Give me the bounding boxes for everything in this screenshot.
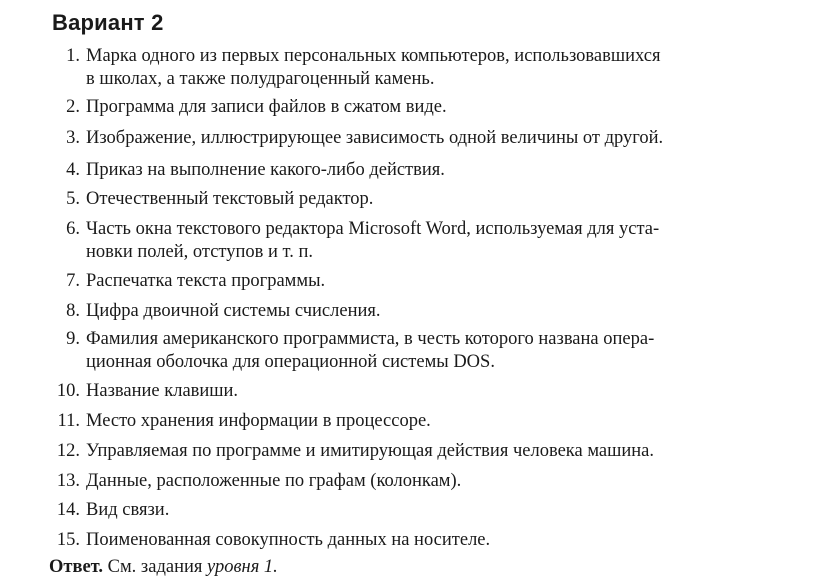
- item-text-line: ционная оболочка для операционной системы DOS.: [86, 352, 495, 372]
- item-text: [86, 159, 758, 182]
- item-number: 15.: [56, 530, 80, 550]
- item-text-line: Распечатка текста программы.: [86, 271, 326, 291]
- item-number: 1.: [66, 46, 80, 66]
- answer-text: См. задания: [107, 557, 203, 577]
- item-text-line: Марка одного из первых персональных компьютеров, использовавшихся: [86, 46, 661, 66]
- item-text: [86, 45, 758, 91]
- item-text-line: Место хранения информации в процессоре.: [86, 411, 431, 431]
- item-number: 7.: [66, 271, 80, 291]
- item-text-line: Название клавиши.: [86, 381, 239, 401]
- item-text: [86, 188, 758, 211]
- item-text: [86, 218, 758, 264]
- item-text-line: Данные, расположенные по графам (колонкам).: [86, 471, 462, 491]
- item-number: 10.: [56, 381, 80, 401]
- item-text: [86, 127, 758, 150]
- item-text: [86, 380, 758, 403]
- item-text-line: в школах, а также полудрагоценный камень.: [86, 69, 435, 89]
- item-number: 11.: [57, 411, 80, 431]
- item-text-line: Часть окна текстового редактора Microsoft Word, используемая для уста-: [86, 219, 660, 239]
- item-number: 5.: [66, 189, 80, 209]
- item-text-line: Фамилия американского программиста, в честь которого названа опера-: [86, 329, 655, 349]
- item-number: 14.: [56, 500, 80, 520]
- item-text-line: Поименованная совокупность данных на носителе.: [86, 530, 491, 550]
- item-text: [86, 499, 758, 522]
- item-number: 4.: [66, 160, 80, 180]
- item-text-line: Цифра двоичной системы счисления.: [86, 301, 381, 321]
- item-number: 2.: [66, 97, 80, 117]
- variant-title: Вариант 2: [52, 10, 164, 35]
- item-text-line: Приказ на выполнение какого-либо действия.: [86, 160, 445, 180]
- item-text: [86, 300, 758, 323]
- item-text: [86, 328, 758, 374]
- item-text-line: Вид связи.: [86, 500, 170, 520]
- item-text-line: новки полей, отступов и т. п.: [86, 242, 314, 262]
- item-text: [86, 529, 758, 552]
- item-number: 13.: [56, 471, 80, 491]
- item-number: 6.: [66, 219, 80, 239]
- item-text: [86, 96, 758, 119]
- item-text-line: Управляемая по программе и имитирующая действия человека машина.: [86, 441, 655, 461]
- answer-label: Ответ.: [49, 557, 104, 577]
- answer-line: [49, 556, 278, 579]
- item-number: 8.: [66, 301, 80, 321]
- item-text-line: Программа для записи файлов в сжатом виде.: [86, 97, 447, 117]
- answer-level: уровня 1.: [207, 557, 278, 577]
- item-text: [86, 440, 758, 463]
- item-number: 3.: [66, 128, 80, 148]
- item-text: [86, 410, 758, 433]
- item-text-line: Отечественный текстовый редактор.: [86, 189, 374, 209]
- item-number: 12.: [56, 441, 80, 461]
- item-text: [86, 470, 758, 493]
- item-text: [86, 270, 758, 293]
- item-number: 9.: [66, 329, 80, 349]
- item-text-line: Изображение, иллюстрирующее зависимость одной величины от другой.: [86, 128, 664, 148]
